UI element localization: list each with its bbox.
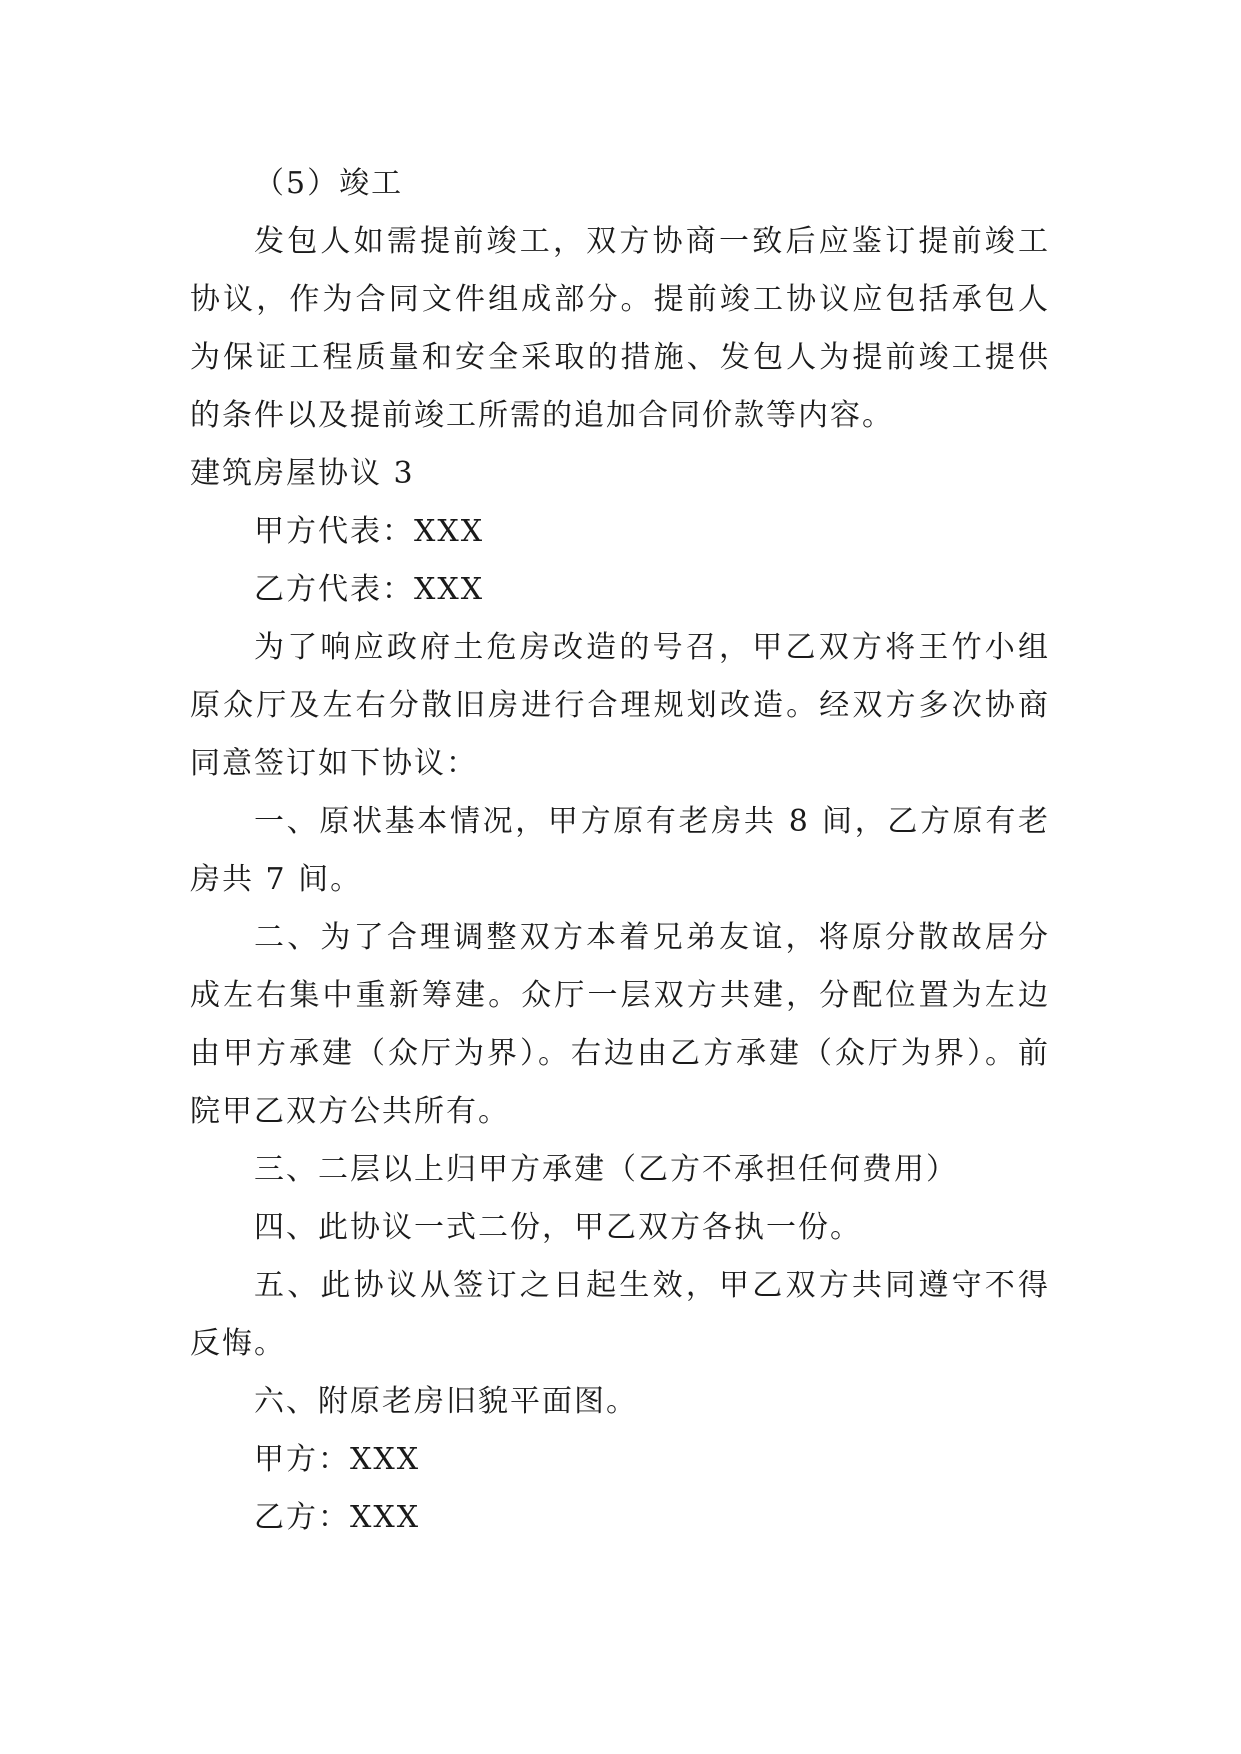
party-b-representative: 乙方代表：XXX — [254, 572, 485, 607]
paragraph-early-completion: 发包人如需提前竣工，双方协商一致后应鉴订提前竣工协议，作为合同文件组成部分。提前竣工协议应包括承包人为保证工程质量和安全采取的措施、发包人为提前竣工提供的条件以及提前竣工所需的追加合同价款等内容。 — [190, 224, 1050, 433]
clause-3: 三、二层以上归甲方承建（乙方不承担任何费用） — [254, 1152, 958, 1187]
clause-2: 二、为了合理调整双方本着兄弟友谊，将原分散故居分成左右集中重新筹建。众厅一层双方共建，分配位置为左边由甲方承建（众厅为界）。右边由乙方承建（众厅为界）。前院甲乙双方公共所有。 — [190, 920, 1050, 1129]
clause-5: 五、此协议从签订之日起生效，甲乙双方共同遵守不得反悔。 — [190, 1268, 1050, 1361]
clause-1: 一、原状基本情况，甲方原有老房共 8 间，乙方原有老房共 7 间。 — [190, 804, 1050, 897]
party-a-signature: 甲方：XXX — [254, 1442, 421, 1477]
paragraph-preamble: 为了响应政府土危房改造的号召，甲乙双方将王竹小组原众厅及左右分散旧房进行合理规划改造。经双方多次协商同意签订如下协议： — [190, 630, 1050, 781]
party-b-signature: 乙方：XXX — [254, 1500, 421, 1535]
section-heading-completion: （5）竣工 — [254, 166, 404, 201]
party-a-representative: 甲方代表：XXX — [254, 514, 485, 549]
document-body — [190, 155, 1050, 1547]
clause-6: 六、附原老房旧貌平面图。 — [254, 1384, 638, 1419]
clause-4: 四、此协议一式二份，甲乙双方各执一份。 — [254, 1210, 862, 1245]
agreement-title: 建筑房屋协议 3 — [190, 456, 415, 491]
